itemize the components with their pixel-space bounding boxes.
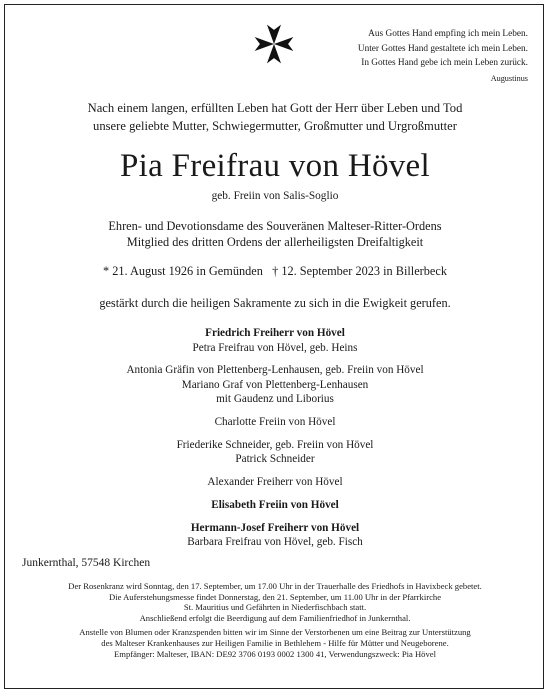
notice-line: Die Auferstehungsmesse findet Donnerstag, den 21. September, um 11.00 Uhr in der Pfarrkirche <box>108 591 442 602</box>
mourner-name: Friedrich Freiherr von Hövel <box>205 327 345 339</box>
motto-line: In Gottes Hand gebe ich mein Leben zurück. <box>361 58 528 68</box>
intro-text <box>0 99 550 135</box>
sacraments-text: gestärkt durch die heiligen Sakramente zu sich in die Ewigkeit gerufen. <box>99 296 451 310</box>
mourner-name: mit Gaudenz und Liborius <box>216 393 334 406</box>
family-address: Junkernthal, 57548 Kirchen <box>22 557 151 569</box>
funeral-notices <box>0 581 550 663</box>
birth-date: * 21. August 1926 in Gemünden <box>103 264 263 278</box>
motto-line: Aus Gottes Hand empfing ich mein Leben. <box>368 29 528 39</box>
mourner-group <box>0 498 550 513</box>
mourner-name: Elisabeth Freiin von Hövel <box>211 498 339 511</box>
mourner-name: Patrick Schneider <box>235 453 315 466</box>
life-dates <box>0 263 550 279</box>
title-line: Ehren- und Devotionsdame des Souveränen Malteser-Ritter-Ordens <box>108 219 442 233</box>
mourner-group <box>0 521 550 550</box>
death-date: † 12. September 2023 in Billerbeck <box>272 264 447 278</box>
birth-name: geb. Freiin von Salis-Soglio <box>211 190 339 202</box>
mourner-group <box>0 415 550 430</box>
mourner-name: Barbara Freifrau von Hövel, geb. Fisch <box>187 536 363 549</box>
notice-line: des Malteser Krankenhauses zur Heiligen Familie in Bethlehem - Hilfe für Mütter und Neugeborene. <box>101 637 449 648</box>
mourner-name: Mariano Graf von Plettenberg-Lenhausen <box>181 378 369 391</box>
honorary-titles <box>0 218 550 250</box>
mourner-group <box>0 475 550 490</box>
title-line: Mitglied des dritten Ordens der allerheiligsten Dreifaltigkeit <box>126 235 424 249</box>
intro-line: unsere geliebte Mutter, Schwiegermutter, Großmutter und Urgroßmutter <box>93 119 457 133</box>
motto-quote <box>288 27 528 86</box>
notice-line: Empfänger: Malteser, IBAN: DE92 3706 0193 0002 1300 41, Verwendungszweck: Pia Hövel <box>114 648 436 659</box>
mourner-name: Antonia Gräfin von Plettenberg-Lenhausen, geb. Freiin von Hövel <box>126 364 424 377</box>
mourner-name: Hermann-Josef Freiherr von Hövel <box>190 521 360 534</box>
notice-line: Anstelle von Blumen oder Kranzspenden bitten wir im Sinne der Verstorbenen um eine Beitrag zur Unterstützung <box>79 627 471 638</box>
deceased-name: Pia Freifrau von Hövel <box>120 148 430 184</box>
mourner-group <box>0 363 550 407</box>
notice-line: Anschließend erfolgt die Beerdigung auf dem Familienfriedhof in Junkernthal. <box>139 612 411 623</box>
notice-line: Der Rosenkranz wird Sonntag, den 17. September, um 17.00 Uhr in der Trauerhalle des Friedhofs in Havixbeck gebetet. <box>68 581 482 591</box>
mourner-name: Petra Freifrau von Hövel, geb. Heins <box>192 341 358 354</box>
notice-paragraph <box>0 627 550 659</box>
notice-line: St. Mauritius und Gefährten in Niederfischbach statt. <box>183 602 367 613</box>
mourner-name: Alexander Freiherr von Hövel <box>207 476 343 489</box>
motto-line: Unter Gottes Hand gestaltete ich mein Leben. <box>357 43 528 54</box>
mourners-list <box>0 326 550 558</box>
notice-paragraph <box>0 581 550 623</box>
mourner-name: Charlotte Freiin von Hövel <box>214 416 336 429</box>
mourner-group <box>0 438 550 467</box>
motto-author: Augustinus <box>490 73 528 83</box>
mourner-name: Friederike Schneider, geb. Freiin von Hövel <box>176 438 374 451</box>
mourner-group <box>0 326 550 355</box>
intro-line: Nach einem langen, erfüllten Leben hat Gott der Herr über Leben und Tod <box>87 101 463 115</box>
